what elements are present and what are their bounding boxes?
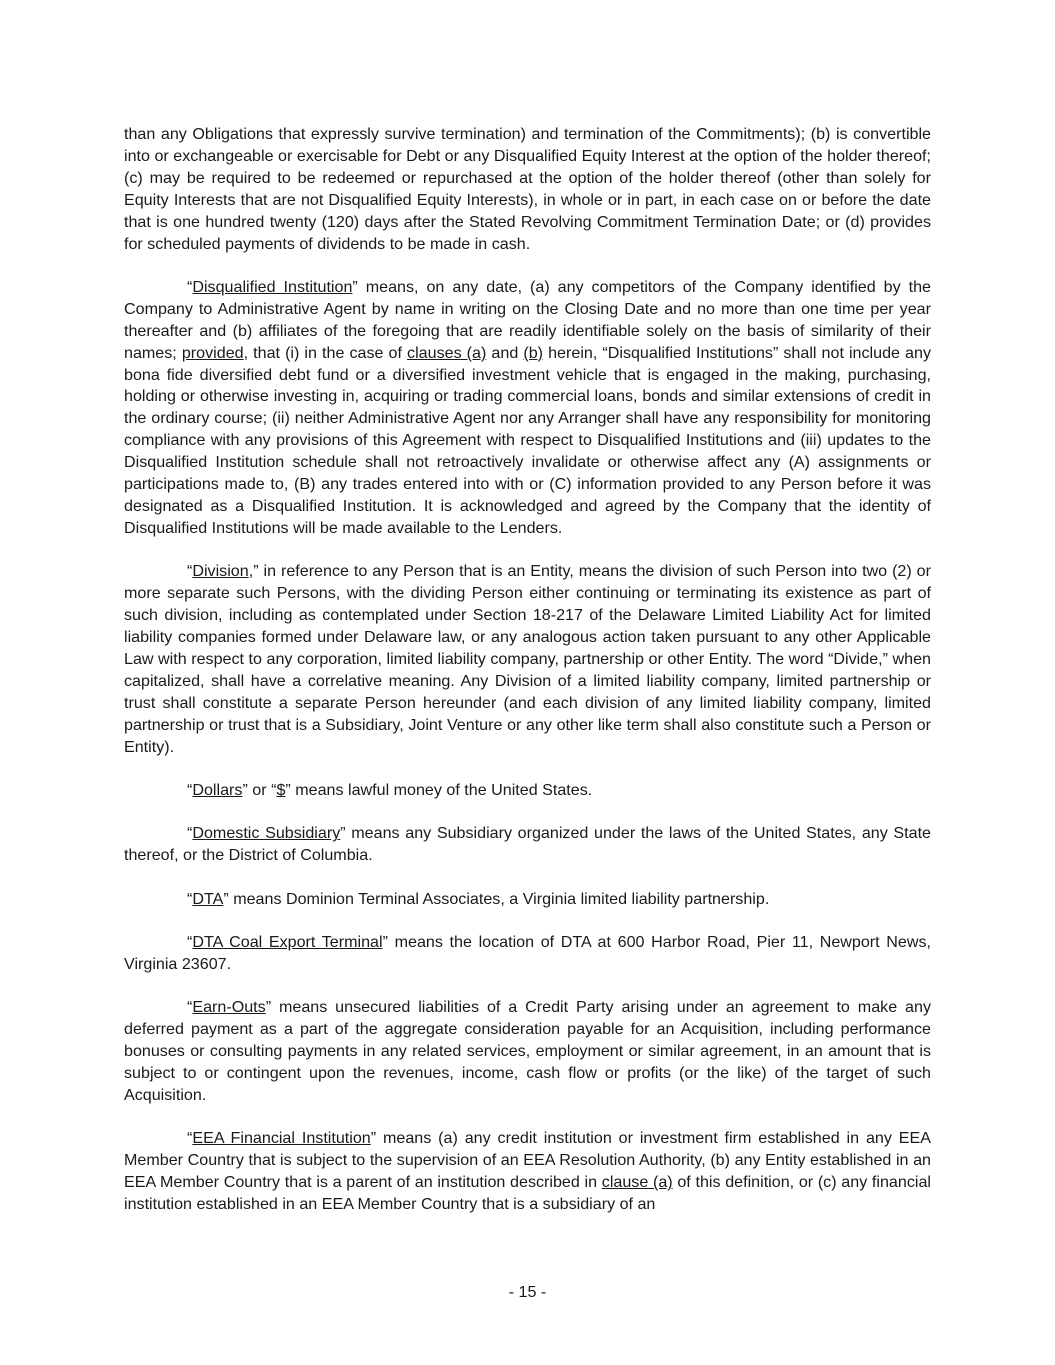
paragraph-text: ,” in reference to any Person that is an Entity, means the division of such Person into two (2) or more separate such Persons, with the dividing Person either continuing or terminating its existence as part of such division, including as contemplated under Section 18-217 of the Delaware Limited Liability Act for limited liability companies formed under Delaware law, or any analogous action taken pursuant to any other Applicable Law with respect to any corporation, limited liability company, partnership or other Entity. The word “Divide,” when capitalized, shall have a correlative meaning. Any Division of a limited liability company, limited partnership or trust shall constitute a separate Person hereunder (and each division of any limited liability company, limited partnership or trust that is a Subsidiary, Joint Venture or any other like term shall also constitute such a Person or Entity). <box>124 562 931 756</box>
paragraph-text: ” means (a) any credit institution or investment firm established in any EEA Member Country that is subject to the supervision of an EEA Resolution Authority, (b) any Entity established in an EEA Member Country that is a parent of an institution described in <box>124 1129 931 1192</box>
defined-term: Disqualified Institution <box>192 277 353 296</box>
paragraph-text: ” means any Subsidiary organized under the laws of the United States, any State thereof, or the District of Columbia. <box>124 824 932 865</box>
defined-term: DTA Coal Export Terminal <box>192 933 383 952</box>
document-body <box>124 124 931 1238</box>
paragraph-text: of this definition, or (c) any financial institution established in an EEA Member Country that is a subsidiary of an <box>124 1173 931 1214</box>
definition-division <box>124 561 931 758</box>
paragraph-text: , that (i) in the case of <box>243 343 408 362</box>
defined-term: (b) <box>523 343 544 362</box>
defined-term: clauses (a) <box>407 343 487 362</box>
paragraph-text: “ <box>187 780 193 799</box>
definition-eea-financial-institution <box>124 1128 931 1216</box>
paragraph-text: ” means Dominion Terminal Associates, a Virginia limited liability partnership. <box>223 889 770 908</box>
paragraph-text: than any Obligations that expressly survive termination) and termination of the Commitments); (b) is convertible into or exchangeable or exercisable for Debt or any Disqualified Equity Interest at the option of the holder thereof; (c) may be required to be redeemed or repurchased at the option of the holder thereof (other than solely for Equity Interests that are not Disqualified Equity Interests), in whole or in part, in each case on or before the date that is one hundred twenty (120) days after the Stated Revolving Commitment Termination Date; or (d) provides for scheduled payments of dividends to be made in cash. <box>124 125 931 253</box>
paragraph-text: ” means unsecured liabilities of a Credit Party arising under an agreement to make any deferred payment as a part of the aggregate consideration payable for an Acquisition, including performance bonuses or consulting payments in any related services, employment or similar agreement, in an amount that is subject to or contingent upon the revenues, income, cash flow or profits (or the like) of the target of such Acquisition. <box>124 998 931 1105</box>
defined-term: Domestic Subsidiary <box>192 824 341 843</box>
definition-disqualified-institution <box>124 277 931 540</box>
paragraph-text: “ <box>187 889 193 908</box>
paragraph-text: “ <box>187 1129 193 1148</box>
defined-term: Division <box>192 562 249 581</box>
defined-term: EEA Financial Institution <box>192 1129 371 1148</box>
paragraph-text: “ <box>187 562 193 581</box>
paragraph-continuation <box>124 124 931 255</box>
paragraph-text: and <box>486 343 524 362</box>
page-number: - 15 - <box>508 1283 547 1301</box>
definition-dta <box>124 889 931 911</box>
paragraph-text: ” means the location of DTA at 600 Harbor Road, Pier 11, Newport News, Virginia 23607. <box>124 933 932 973</box>
defined-term: $ <box>276 780 286 799</box>
defined-term: Earn-Outs <box>192 998 266 1017</box>
defined-term: provided <box>181 343 244 362</box>
defined-term: clause (a) <box>601 1173 673 1192</box>
paragraph-text: “ <box>187 998 193 1017</box>
definition-dta-coal-export-terminal <box>124 932 931 976</box>
paragraph-text: herein, “Disqualified Institutions” shall not include any bona fide diversified debt fund or a diversified investment vehicle that is engaged in the making, purchasing, holding or otherwise investing in, acquiring or trading commercial loans, bonds and similar extensions of credit in the ordinary course; (ii) neither Administrative Agent nor any Arranger shall have any responsibility for monitoring compliance with any provisions of this Agreement with respect to Disqualified Institutions and (iii) updates to the Disqualified Institution schedule shall not retroactively invalidate or otherwise affect any (A) assignments or participations made to, (B) any trades entered into with or (C) information provided to any Person before it was designated as a Disqualified Institution. It is acknowledged and agreed by the Company that the identity of Disqualified Institutions will be made available to the Lenders. <box>124 343 932 537</box>
paragraph-text: ” or “ <box>242 780 277 799</box>
definition-earn-outs <box>124 997 931 1107</box>
definition-dollars <box>124 780 931 802</box>
defined-term: Dollars <box>192 780 243 799</box>
definition-domestic-subsidiary <box>124 823 931 867</box>
paragraph-text: ” means lawful money of the United States. <box>285 780 593 799</box>
paragraph-text: “ <box>187 824 193 843</box>
defined-term: DTA <box>192 889 224 908</box>
paragraph-text: ” means, on any date, (a) any competitors of the Company identified by the Company to Administrative Agent by name in writing on the Closing Date and no more than one time per year thereafter and (b) affiliates of the foregoing that are readily identifiable solely on the basis of similarity of their names; <box>124 277 931 362</box>
paragraph-text: “ <box>187 933 193 952</box>
paragraph-text: “ <box>187 277 193 296</box>
